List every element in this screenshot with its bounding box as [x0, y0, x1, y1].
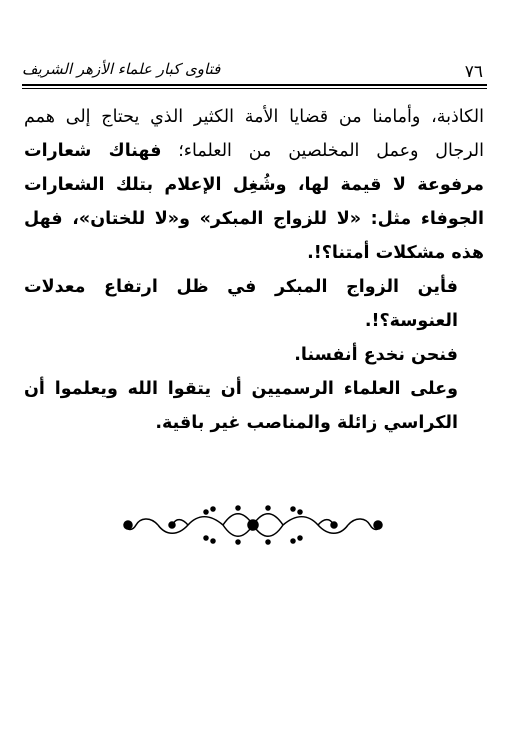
paragraph-3: فنحن نخدع أنفسنا.	[294, 345, 458, 365]
running-title: فتاوى كبار علماء الأزهر الشريف	[22, 60, 221, 78]
floral-divider-icon	[118, 500, 388, 550]
page-header	[22, 60, 487, 86]
header-rule	[22, 84, 487, 86]
paragraph-2: فأين الزواج المبكر في ظل ارتفاع معدلات العنوسة؟!.	[24, 277, 458, 331]
paragraph-4: وعلى العلماء الرسميين أن يتقوا الله ويعلموا أن الكراسي زائلة والمناصب غير باقية.	[24, 379, 458, 433]
paragraph-1-bold-text: فهناك شعارات مرفوعة لا قيمة لها، وشُغِل الإعلام بتلك الشعارات الجوفاء مثل: «لا للزواج المبكر» و«لا للختان»، فهل هذه مشكلات أمتنا؟!.	[24, 141, 484, 263]
paragraph-1	[24, 100, 484, 270]
page-number: ٧٦	[464, 62, 483, 82]
paragraph-1-text: الكاذبة، وأمامنا من قضايا الأمة الكثير الذي يحتاج إلى همم الرجال وعمل المخلصين من العلماء؛	[24, 107, 484, 161]
page-body	[24, 100, 484, 440]
header-rule-thin	[22, 88, 487, 89]
